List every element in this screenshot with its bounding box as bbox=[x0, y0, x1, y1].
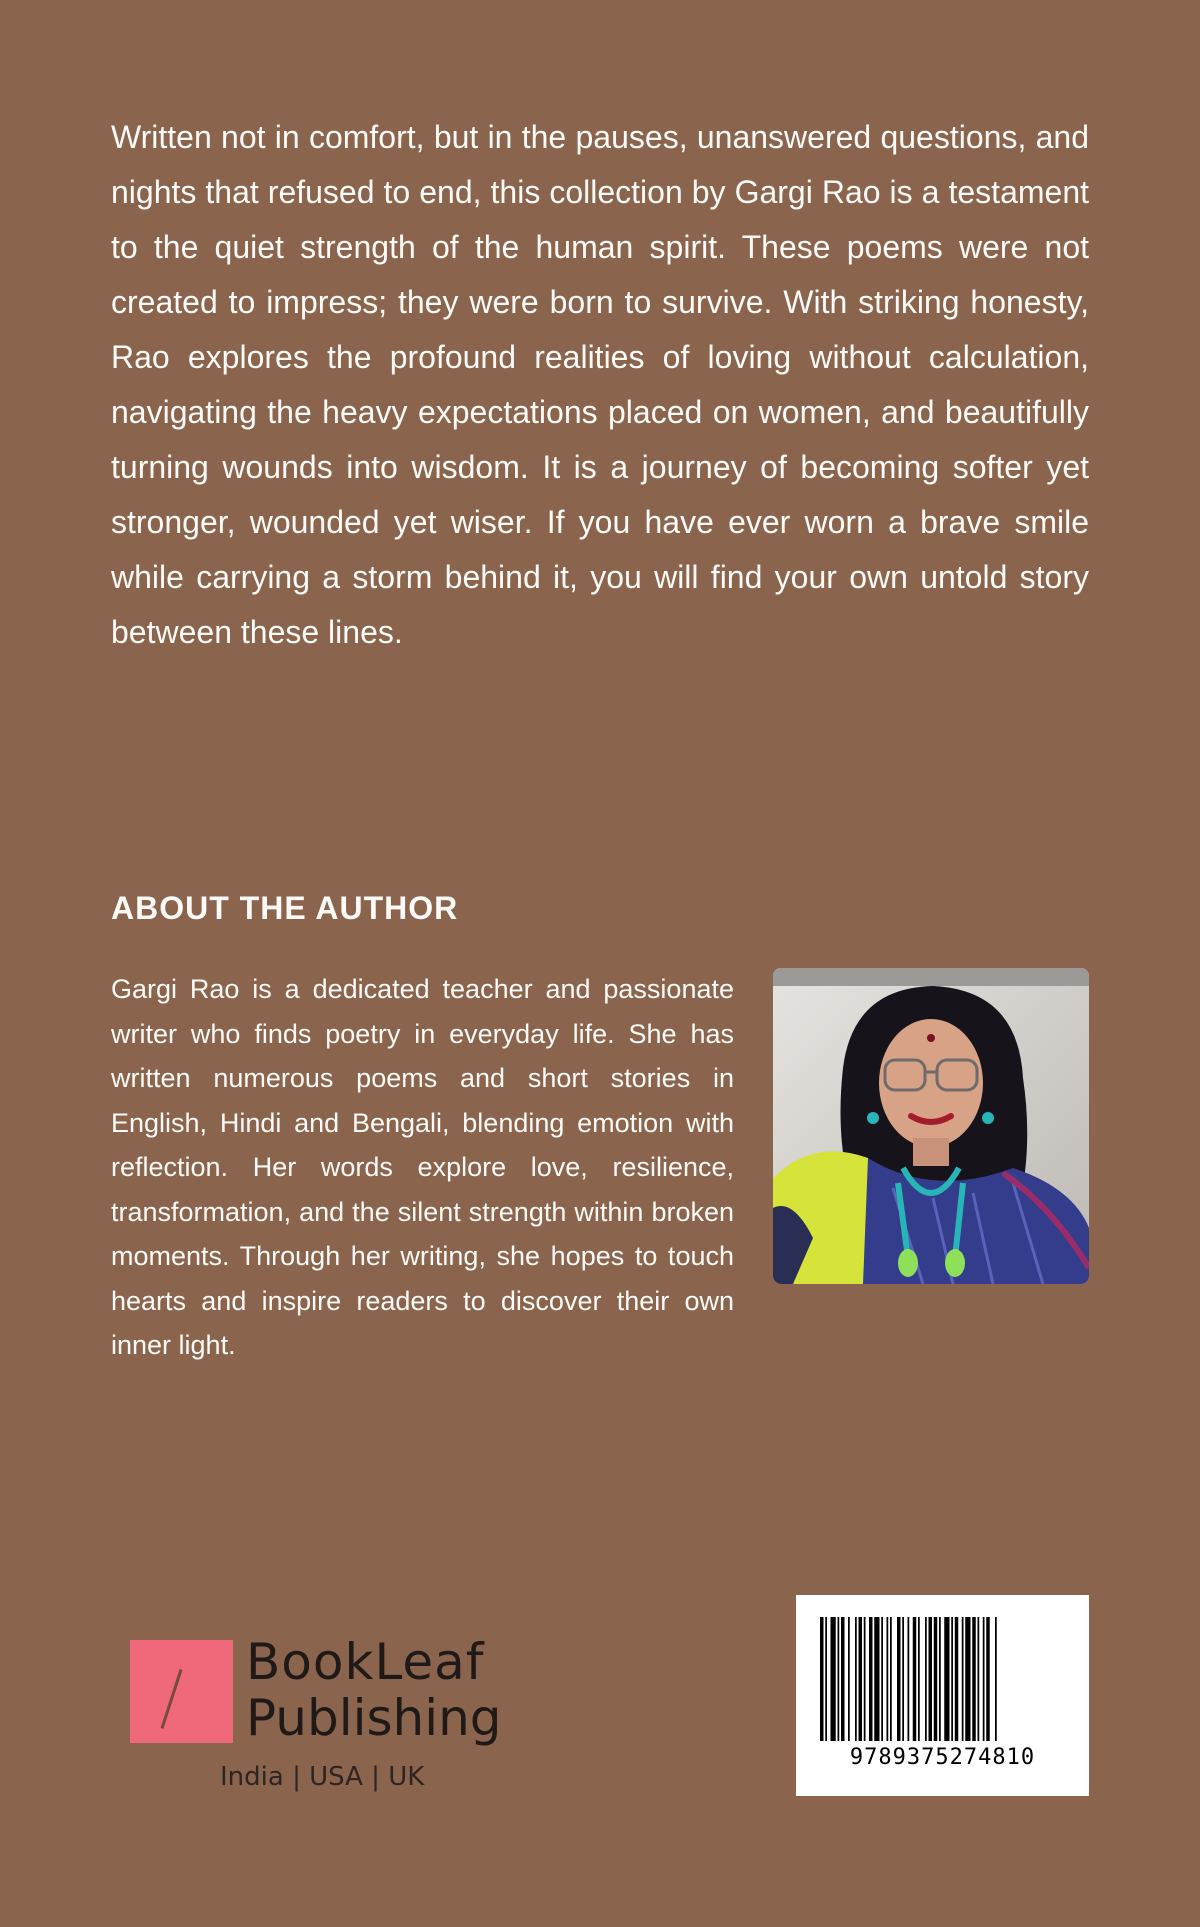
publisher-logo bbox=[130, 1630, 530, 1800]
barcode-bar bbox=[962, 1617, 964, 1741]
barcode-bar bbox=[913, 1617, 917, 1741]
publisher-name-line2: Publishing bbox=[246, 1689, 502, 1747]
barcode-bar bbox=[944, 1617, 949, 1741]
barcode-bar bbox=[855, 1617, 857, 1741]
publisher-name-line1: BookLeaf bbox=[246, 1633, 485, 1691]
barcode-bar bbox=[934, 1617, 938, 1741]
barcode-bar bbox=[972, 1617, 976, 1741]
barcode-bar bbox=[929, 1617, 933, 1741]
barcode-bars bbox=[820, 1617, 1065, 1741]
barcode-bar bbox=[841, 1617, 845, 1741]
barcode-bar bbox=[983, 1617, 985, 1741]
barcode-bar bbox=[925, 1617, 927, 1741]
author-photo bbox=[773, 968, 1089, 1284]
barcode-bar bbox=[918, 1617, 920, 1741]
barcode-bar bbox=[955, 1617, 959, 1741]
barcode-bar bbox=[908, 1617, 910, 1741]
barcode-bar bbox=[825, 1617, 827, 1741]
barcode-bar bbox=[874, 1617, 879, 1741]
barcode-bar bbox=[848, 1617, 850, 1741]
barcode-bar bbox=[859, 1617, 863, 1741]
barcode-bar bbox=[864, 1617, 866, 1741]
author-bio: Gargi Rao is a dedicated teacher and passionate writer who finds poetry in everyday life. She has written numerous poems and short stories in English, Hindi and Bengali, blending emotion with reflection. Her words explore love, resilience, transformation, and the silent strength within broken moments. Through her writing, she hopes to touch hearts and inspire readers to discover their own inner light. bbox=[111, 974, 734, 1360]
barcode-bar bbox=[838, 1617, 840, 1741]
logo-slash bbox=[160, 1669, 182, 1729]
back-cover-blurb: Written not in comfort, but in the pauses, unanswered questions, and nights that refused to end, this collection by Gargi Rao is a testament to the quiet strength of the human spirit. These poems were not created to impress; they were born to survive. With striking honesty, Rao explores the profound realities of loving without calculation, navigating the heavy expectations placed on women, and beautifully turning wounds into wisdom. It is a journey of becoming softer yet stronger, wounded yet wiser. If you have ever worn a brave smile while carrying a storm behind it, you will find your own untold story between these lines. bbox=[111, 119, 1089, 650]
barcode-bar bbox=[951, 1617, 953, 1741]
publisher-regions: India | USA | UK bbox=[220, 1762, 425, 1792]
barcode-bar bbox=[902, 1617, 904, 1741]
isbn-number: 9789375274810 bbox=[849, 1745, 1036, 1770]
barcode-bar bbox=[965, 1617, 970, 1741]
barcode-bar bbox=[831, 1617, 836, 1741]
barcode-bar bbox=[978, 1617, 980, 1741]
barcode-bar bbox=[820, 1617, 824, 1741]
barcode-bar bbox=[881, 1617, 883, 1741]
barcode-bar bbox=[897, 1617, 901, 1741]
barcode-bar bbox=[995, 1617, 997, 1741]
barcode-bar bbox=[890, 1617, 892, 1741]
barcode-bar bbox=[869, 1617, 873, 1741]
barcode-bar bbox=[887, 1617, 889, 1741]
about-author-heading: ABOUT THE AUTHOR bbox=[111, 890, 459, 926]
logo-mark-icon bbox=[130, 1640, 233, 1743]
barcode-bar bbox=[939, 1617, 941, 1741]
isbn-barcode bbox=[796, 1595, 1089, 1796]
barcode-bar bbox=[986, 1617, 990, 1741]
